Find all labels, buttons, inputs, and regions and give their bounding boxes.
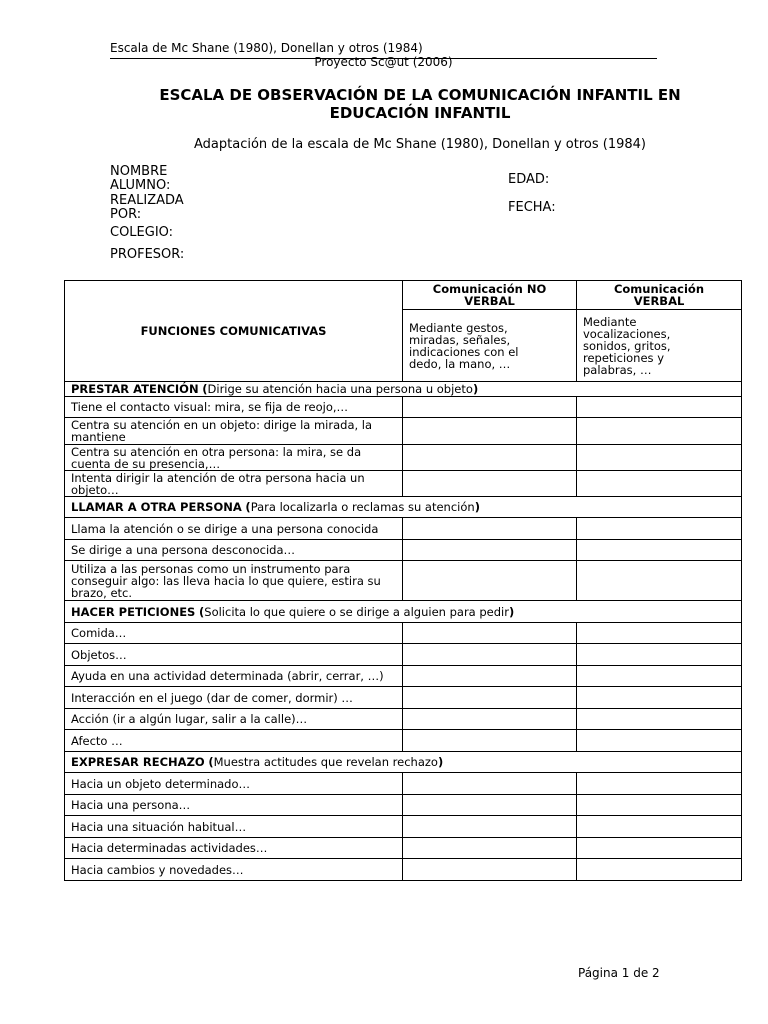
title-line-2: EDUCACIÓN INFANTIL [329,104,511,122]
row-label-line1: Utiliza a las personas como un instrumento para [71,561,351,576]
nonverbal-desc-line3: indicaciones con el [409,344,519,359]
nonverbal-cell[interactable] [403,445,577,471]
row-label-line1: Afecto … [71,733,123,748]
functions-header: FUNCIONES COMUNICATIVAS [65,281,403,382]
verbal-header-line1: Comunicación [613,282,705,296]
nonverbal-cell[interactable] [403,666,577,687]
verbal-header-line2: VERBAL [633,294,685,308]
field-realizada-label-2: POR: [110,207,142,222]
verbal-cell[interactable] [577,518,742,540]
nonverbal-cell[interactable] [403,795,577,816]
nonverbal-header-line2: VERBAL [464,294,515,308]
nonverbal-cell[interactable] [403,644,577,666]
verbal-description [577,310,742,382]
verbal-cell[interactable] [577,730,742,752]
table-row-label [65,859,403,881]
verbal-cell[interactable] [577,471,742,497]
verbal-cell[interactable] [577,838,742,859]
table-row-label [65,623,403,644]
section-hacer-peticiones: HACER PETICIONES (Solicita lo que quiere o se dirige a alguien para pedir) [65,601,742,623]
verbal-cell[interactable] [577,666,742,687]
nonverbal-desc-line4: dedo, la mano, … [409,356,511,371]
verbal-cell[interactable] [577,859,742,881]
row-label-line1: Hacia cambios y novedades… [71,862,244,877]
title-line-1: ESCALA DE OBSERVACIÓN DE LA COMUNICACIÓN INFANTIL EN [159,86,681,104]
row-label-line1: Hacia una persona… [71,798,191,812]
nonverbal-cell[interactable] [403,418,577,445]
field-profesor: PROFESOR: [110,247,185,262]
table-row-label [65,518,403,540]
field-realizada-label-1: REALIZADA [110,193,184,208]
verbal-desc-line4: repeticiones y [583,350,664,365]
row-label-line1: Comida… [71,626,127,640]
verbal-desc-line3: sonidos, gritos, [583,338,671,353]
document-subtitle: Adaptación de la escala de Mc Shane (1980), Donellan y otros (1984) [194,137,646,152]
table-row-label [65,540,403,561]
nonverbal-cell[interactable] [403,397,577,418]
row-label-line1: Hacia un objeto determinado… [71,776,251,791]
section-title: HACER PETICIONES [71,604,196,619]
nonverbal-cell[interactable] [403,561,577,601]
verbal-cell[interactable] [577,644,742,666]
field-edad: EDAD: [508,172,550,187]
table-row-label [65,838,403,859]
section-llamar-otra-persona: LLAMAR A OTRA PERSONA (Para localizarla o reclamas su atención) [65,497,742,518]
table-row-label [65,445,403,471]
nonverbal-cell[interactable] [403,859,577,881]
nonverbal-cell[interactable] [403,773,577,795]
verbal-header [577,281,742,310]
verbal-desc-line1: Mediante [583,314,637,329]
row-label-line1: Objetos… [71,647,127,662]
table-row-label [65,471,403,497]
section-description: Para localizarla o reclamas su atención [250,500,475,514]
table-row-label [65,709,403,730]
row-label-line2: objeto… [71,482,119,497]
row-label-line1: Centra su atención en un objeto: dirige la mirada, la [71,418,373,432]
section-description: Solicita lo que quiere o se dirige a alguien para pedir [204,604,509,619]
table-row-label [65,397,403,418]
verbal-cell[interactable] [577,397,742,418]
row-label-line3: brazo, etc. [71,585,133,600]
row-label-line1: Se dirige a una persona desconocida… [71,543,295,557]
verbal-cell[interactable] [577,623,742,644]
row-label-line1: Acción (ir a algún lugar, salir a la calle)… [71,712,308,726]
section-expresar-rechazo: EXPRESAR RECHAZO (Muestra actitudes que revelan rechazo) [65,752,742,773]
table-row-label [65,687,403,709]
row-label-line1: Llama la atención o se dirige a una persona conocida [71,521,379,536]
field-nombre-alumno [110,165,170,193]
row-label-line1: Tiene el contacto visual: mira, se fija de reojo,… [71,400,349,414]
verbal-cell[interactable] [577,445,742,471]
table-row-label [65,561,403,601]
nonverbal-cell[interactable] [403,730,577,752]
row-label-line1: Interacción en el juego (dar de comer, dormir) … [71,690,353,705]
nonverbal-cell[interactable] [403,623,577,644]
verbal-cell[interactable] [577,795,742,816]
page-number: Página 1 de 2 [578,966,660,980]
section-description: Muestra actitudes que revelan rechazo [213,755,438,769]
running-header-project: Proyecto Sc@ut (2006) [314,55,453,69]
table-row-label [65,730,403,752]
verbal-desc-line2: vocalizaciones, [583,326,671,341]
section-description: Dirige su atención hacia una persona u objeto [207,382,473,396]
document-title [120,86,720,122]
nonverbal-desc-line1: Mediante gestos, [409,320,508,335]
row-label-line1: Hacia una situación habitual… [71,819,247,834]
verbal-cell[interactable] [577,773,742,795]
table-row-label [65,666,403,687]
nonverbal-cell[interactable] [403,518,577,540]
section-title: EXPRESAR RECHAZO [71,755,205,769]
row-label-line2: conseguir algo: las lleva hacia lo que quiere, estira su [71,573,381,588]
table-row-label [65,418,403,445]
section-title: LLAMAR A OTRA PERSONA [71,500,242,514]
nonverbal-cell[interactable] [403,540,577,561]
nonverbal-desc-line2: miradas, señales, [409,332,511,347]
field-colegio: COLEGIO: [110,225,174,240]
nonverbal-cell[interactable] [403,471,577,497]
row-label-line2: cuenta de su presencia,… [71,456,221,471]
field-nombre-label-2: ALUMNO: [110,178,171,193]
section-prestar-atencion: PRESTAR ATENCIÓN (Dirige su atención hacia una persona u objeto) [65,382,742,397]
nonverbal-header [403,281,577,310]
verbal-cell[interactable] [577,418,742,445]
verbal-cell[interactable] [577,816,742,838]
row-label-line1: Intenta dirigir la atención de otra persona hacia un [71,470,365,485]
row-label-line2: mantiene [71,430,126,444]
nonverbal-description [403,310,577,382]
nonverbal-cell[interactable] [403,709,577,730]
field-realizada-por [110,194,184,222]
table-row-label [65,644,403,666]
nonverbal-cell[interactable] [403,687,577,709]
verbal-cell[interactable] [577,687,742,709]
running-header-title: Escala de Mc Shane (1980), Donellan y otros (1984) [110,41,423,55]
nonverbal-cell[interactable] [403,838,577,859]
nonverbal-cell[interactable] [403,816,577,838]
row-label-line1: Ayuda en una actividad determinada (abrir, cerrar, …) [71,669,384,683]
nonverbal-header-line1: Comunicación NO [432,282,547,296]
table-row-label [65,816,403,838]
table-row-label [65,773,403,795]
section-title: PRESTAR ATENCIÓN [71,382,199,396]
row-label-line1: Centra su atención en otra persona: la mira, se da [71,444,362,459]
verbal-cell[interactable] [577,709,742,730]
row-label-line1: Hacia determinadas actividades… [71,841,268,855]
verbal-cell[interactable] [577,540,742,561]
field-fecha: FECHA: [508,200,556,215]
verbal-desc-line5: palabras, … [583,362,652,377]
field-nombre-label-1: NOMBRE [110,164,168,179]
table-row-label [65,795,403,816]
observation-table [64,280,742,881]
verbal-cell[interactable] [577,561,742,601]
